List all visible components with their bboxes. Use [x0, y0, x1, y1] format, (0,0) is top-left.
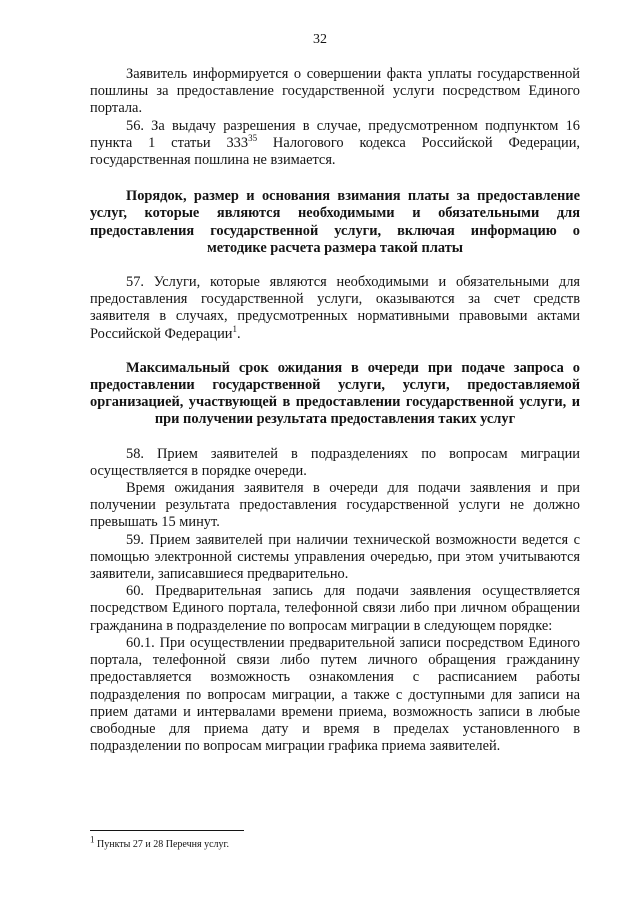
paragraph-wait-time: Время ожидания заявителя в очереди для подачи заявления и при получении результата предоставления государственной услуги не должно превышать 15 минут.	[90, 480, 580, 531]
document-body	[90, 66, 580, 755]
paragraph-56-text-end: Налогового кодекса Российской Федерации, государственная пошлина не взимается.	[90, 134, 580, 169]
page-number: 32	[313, 32, 327, 47]
paragraph-56-text: 56. За выдачу разрешения в случае, предусмотренном подпунктом 16 пункта 1 статьи 333	[90, 117, 580, 151]
section-heading-fees: Порядок, размер и основания взимания платы за предоставление услуг, которые являются необходимыми и обязательными для предоставления государственной услуги, включая информацию о методике расчета размера такой платы	[90, 188, 580, 256]
paragraph-57	[90, 274, 580, 343]
footnote-separator	[90, 830, 244, 831]
section-heading-queue: Максимальный срок ожидания в очереди при подаче запроса о предоставлении государственной услуги, услуги, предоставляемой организацией, участвующей в предоставлении государственной услуги, и при получении результата предоставления таких услуг	[90, 359, 580, 428]
paragraph-60-1: 60.1. При осуществлении предварительной записи посредством Единого портала, телефонной связи либо путем личного обращения гражданину предоставляется возможность ознакомления с расписанием работы подразделения по вопросам миграции, а также с доступными для записи на прием датами и интервалами времени приема, возможность записи в любые свободные для приема дату и время в пределах установленного в подразделении по вопросам миграции графика приема заявителей.	[90, 634, 580, 755]
footnote	[90, 834, 580, 851]
footnote-reference: 1	[232, 323, 237, 334]
paragraph-58: 58. Прием заявителей в подразделениях по вопросам миграции осуществляется в порядке очереди.	[90, 445, 580, 479]
paragraph-60: 60. Предварительная запись для подачи заявления осуществляется посредством Единого портала, телефонной связи либо при личном обращении гражданина в подразделение по вопросам миграции в следующем порядке:	[90, 583, 580, 634]
footnote-marker: 1	[90, 834, 95, 845]
paragraph-57-end: .	[236, 325, 241, 342]
paragraph-57-text: 57. Услуги, которые являются необходимыми и обязательными для предоставления государственной услуги, оказываются за счет средств заявителя в случаях, предусмотренных нормативными правовыми актами Российской Федерации	[90, 274, 580, 342]
paragraph-56	[90, 118, 580, 170]
paragraph-payment-notice: Заявитель информируется о совершении факта уплаты государственной пошлины за предоставление государственной услуги посредством Единого портала.	[90, 66, 580, 117]
paragraph-59: 59. Прием заявителей при наличии технической возможности ведется с помощью электронной системы управления очередью, при этом учитываются заявители, записавшиеся предварительно.	[90, 531, 580, 583]
footnote-text: Пункты 27 и 28 Перечня услуг.	[94, 839, 229, 850]
article-superscript: 35	[248, 133, 258, 144]
